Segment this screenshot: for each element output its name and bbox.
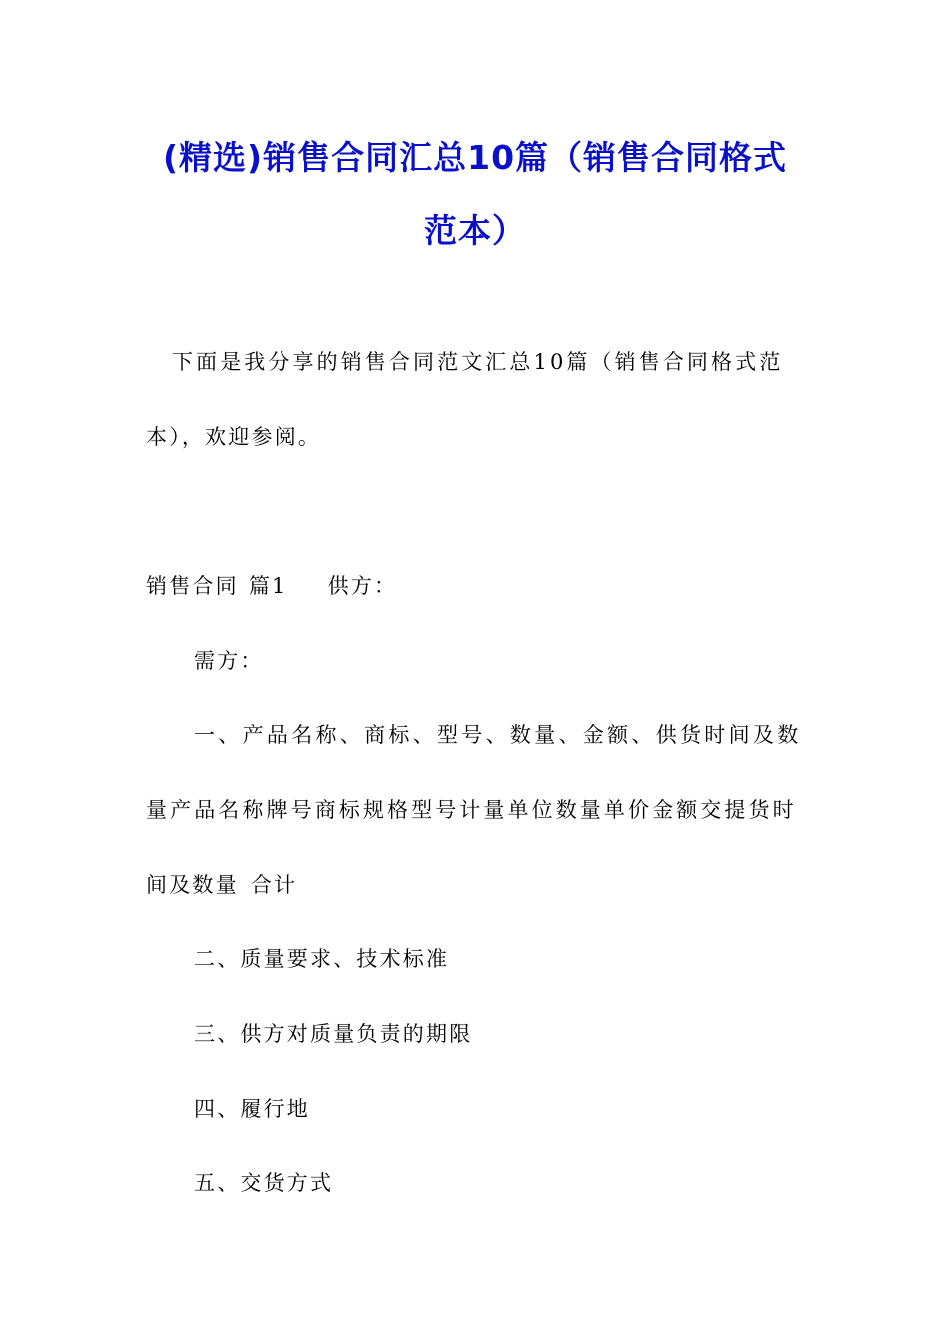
clause-4: 四、履行地 <box>194 1097 310 1121</box>
intro-paragraph-line-2: 本），欢迎参阅。 <box>146 425 322 449</box>
section-number: 篇1 <box>248 574 288 598</box>
clause-1-line-3 <box>146 869 297 899</box>
document-title-line-1: (精选)销售合同汇总10篇（销售合同格式 <box>162 138 788 177</box>
clause-2: 二、质量要求、技术标准 <box>194 947 450 971</box>
intro-paragraph-line-1: 下面是我分享的销售合同范文汇总10篇（销售合同格式范 <box>172 350 784 374</box>
section-heading <box>146 570 397 600</box>
section-name: 销售合同 <box>146 574 239 598</box>
clause-1-line-2: 量产品名称牌号商标规格型号计量单位数量单价金额交提货时 <box>146 798 797 822</box>
supplier-label: 供方： <box>327 574 398 598</box>
clause-3: 三、供方对质量负责的期限 <box>194 1022 473 1046</box>
clause-1-line-3-text: 间及数量 <box>146 873 239 897</box>
clause-1-total-label: 合计 <box>250 873 298 897</box>
buyer-label: 需方： <box>194 649 264 673</box>
document-title-line-2: 范本） <box>424 211 526 250</box>
clause-1-line-1: 一、产品名称、商标、型号、数量、金额、供货时间及数 <box>194 723 802 747</box>
clause-5: 五、交货方式 <box>194 1171 334 1195</box>
